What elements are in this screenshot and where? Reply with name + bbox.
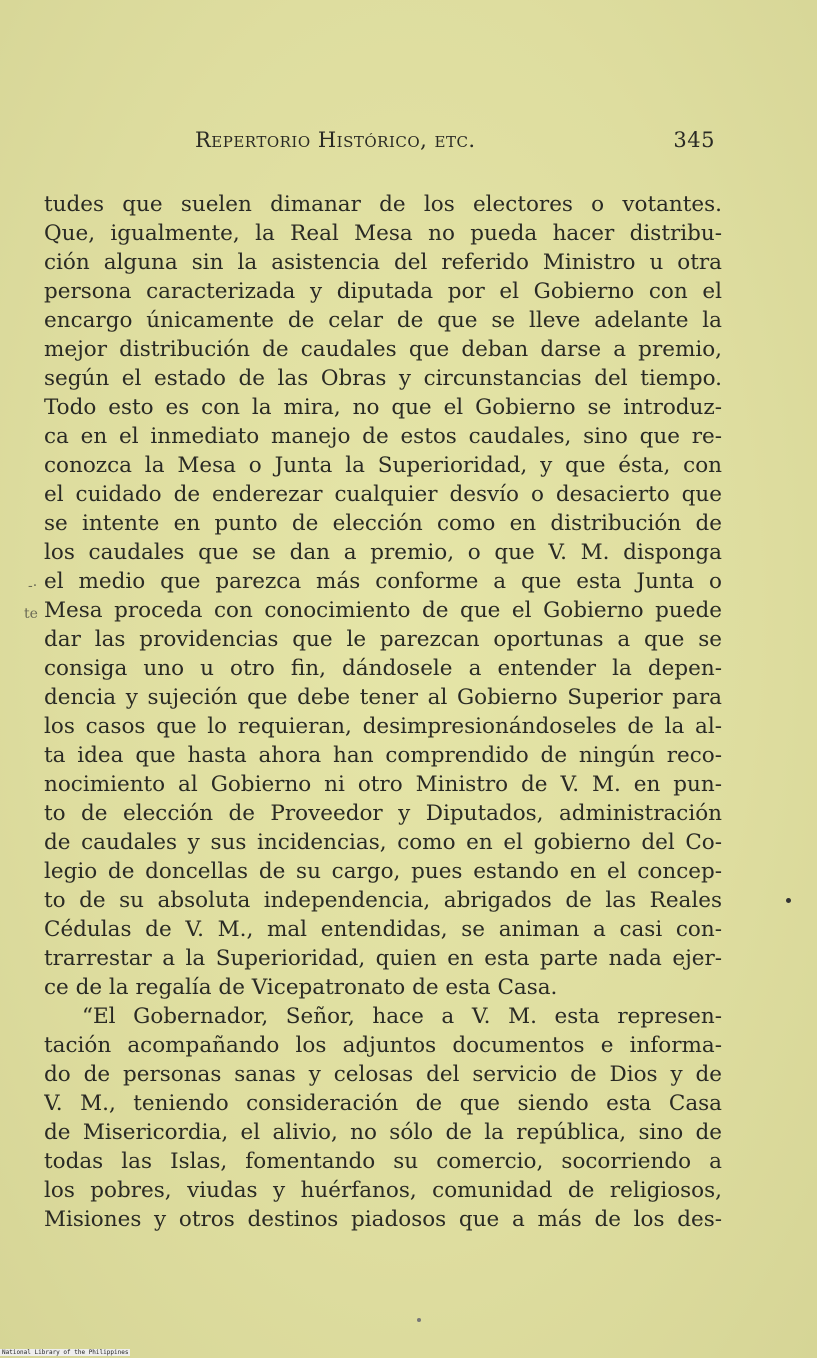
page-number: 345 bbox=[673, 128, 715, 152]
text-line: do de personas sanas y celosas del servicio de Dios y de bbox=[44, 1062, 722, 1087]
text-line: según el estado de las Obras y circunstancias del tiempo. bbox=[44, 366, 722, 391]
text-line: Mesa proceda con conocimiento de que el Gobierno puede bbox=[44, 598, 722, 623]
text-line: tudes que suelen dimanar de los electores o votantes. bbox=[44, 192, 722, 217]
text-line: Misiones y otros destinos piadosos que a más de los des- bbox=[44, 1207, 722, 1232]
text-line: se intente en punto de elección como en distribución de bbox=[44, 511, 722, 536]
text-line: “El Gobernador, Señor, hace a V. M. esta represen- bbox=[82, 1004, 722, 1029]
text-line: de Misericordia, el alivio, no sólo de la república, sino de bbox=[44, 1120, 722, 1145]
speck-mark bbox=[786, 898, 791, 903]
text-line: persona caracterizada y diputada por el Gobierno con el bbox=[44, 279, 722, 304]
text-line: los caudales que se dan a premio, o que V. M. disponga bbox=[44, 540, 722, 565]
text-line: Todo esto es con la mira, no que el Gobierno se introduz- bbox=[44, 395, 722, 420]
running-header bbox=[195, 128, 715, 162]
text-line: Que, igualmente, la Real Mesa no pueda hacer distribu- bbox=[44, 221, 722, 246]
text-line: trarrestar a la Superioridad, quien en esta parte nada ejer- bbox=[44, 946, 722, 971]
margin-mark: te bbox=[24, 606, 38, 622]
text-line: el cuidado de enderezar cualquier desvío o desacierto que bbox=[44, 482, 722, 507]
text-line: de caudales y sus incidencias, como en el gobierno del Co- bbox=[44, 830, 722, 855]
body-text bbox=[44, 190, 722, 1234]
text-line: ción alguna sin la asistencia del referido Ministro u otra bbox=[44, 250, 722, 275]
text-line: conozca la Mesa o Junta la Superioridad, y que ésta, con bbox=[44, 453, 722, 478]
text-line: to de su absoluta independencia, abrigados de las Reales bbox=[44, 888, 722, 913]
text-line: legio de doncellas de su cargo, pues estando en el concep- bbox=[44, 859, 722, 884]
text-line: los casos que lo requieran, desimpresionándoseles de la al- bbox=[44, 714, 722, 739]
text-line: ce de la regalía de Vicepatronato de esta Casa. bbox=[44, 975, 558, 1000]
text-line: to de elección de Proveedor y Diputados, administración bbox=[44, 801, 722, 826]
text-line: dencia y sujeción que debe tener al Gobierno Superior para bbox=[44, 685, 722, 710]
text-line: ca en el inmediato manejo de estos caudales, sino que re- bbox=[44, 424, 722, 449]
text-line: encargo únicamente de celar de que se lleve adelante la bbox=[44, 308, 722, 333]
text-line: nocimiento al Gobierno ni otro Ministro de V. M. en pun- bbox=[44, 772, 722, 797]
library-footer: National Library of the Philippines bbox=[2, 1349, 129, 1356]
text-line: tación acompañando los adjuntos documentos e informa- bbox=[44, 1033, 722, 1058]
speck-mark bbox=[417, 1318, 421, 1322]
text-line: el medio que parezca más conforme a que esta Junta o bbox=[44, 569, 722, 594]
margin-mark: -· bbox=[28, 578, 38, 594]
text-line: V. M., teniendo consideración de que siendo esta Casa bbox=[44, 1091, 722, 1116]
text-line: todas las Islas, fomentando su comercio, socorriendo a bbox=[44, 1149, 722, 1174]
text-line: mejor distribución de caudales que deban darse a premio, bbox=[44, 337, 722, 362]
text-line: ta idea que hasta ahora han comprendido de ningún reco- bbox=[44, 743, 722, 768]
text-line: Cédulas de V. M., mal entendidas, se animan a casi con- bbox=[44, 917, 722, 942]
text-line: los pobres, viudas y huérfanos, comunidad de religiosos, bbox=[44, 1178, 722, 1203]
text-line: dar las providencias que le parezcan oportunas a que se bbox=[44, 627, 722, 652]
text-line: consiga uno u otro fin, dándosele a entender la depen- bbox=[44, 656, 722, 681]
running-title: Repertorio Histórico, etc. bbox=[195, 128, 476, 152]
